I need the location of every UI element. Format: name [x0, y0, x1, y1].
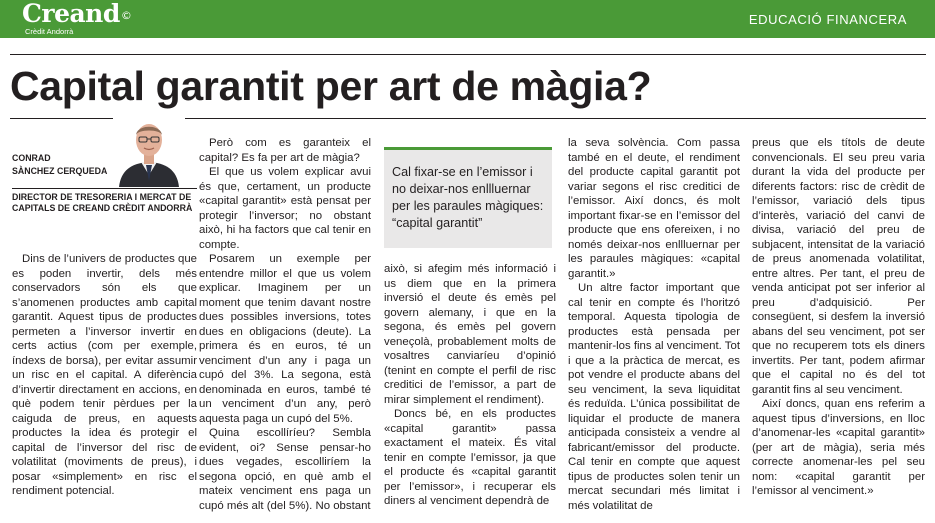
paragraph: Dins de l’univers de productes que es poden invertir, dels més conservadors són els que s’anomenen productes amb capital garantit. Aquest tipus de productes permeten a l’inversor invertir en certs actius (com per exemple, índexs de borsa), per evitar assumir un risc en el capital. A diferència d’invertir directament en accions, en què podem tenir pèrdues per la caiguda de preus, en aquests productes la idea és protegir el capital de l’inversor del risc de volatilitat (moviments de preus), i posar «simplement» en risc el rendiment potencial.: [12, 253, 197, 497]
headline-rule-top: [10, 54, 926, 55]
paragraph: El que us volem explicar avui és que, certament, un producte «capital garantit» està pensat per protegir l’inversor; no obstant això, hi ha factors que cal tenir en compte.: [199, 166, 371, 251]
author-rule: [12, 188, 197, 189]
article-column-4: [568, 136, 740, 513]
article-column-5: [752, 136, 925, 499]
paragraph: la seva solvència. Com passa també en el deute, el rendiment del producte capital garantit pot variar segons el risc creditici de l’emissor. Així doncs, és molt important fixar-se en l’emissor del producte que ens ofereixen, i no només deixar-nos enllluernar per les paraules màgiques: «capital garantit.»: [568, 137, 740, 280]
article-column-1: [12, 252, 197, 499]
paragraph: Però com es garanteix el capital? Es fa per art de màgia?: [199, 137, 371, 164]
pull-quote: Cal fixar-se en l’emissor i no deixar-nos enllluernar per les paraules màgiques: “capital garantit”: [392, 165, 544, 230]
author-role: DIRECTOR DE TRESORERIA I MERCAT DE CAPITALS DE CREAND CRÈDIT ANDORRÀ: [12, 192, 193, 213]
header-bar: [0, 0, 935, 38]
brand-subtitle: Crèdit Andorrà: [25, 27, 74, 36]
article-column-3: [384, 262, 556, 509]
paragraph: Doncs bé, en els productes «capital garantit» passa exactament el mateix. És vital tenir en compte l’emissor, ja que el producte és «capital garantit per l’emissor», i recuperar els diners al venciment dependrà de: [384, 408, 556, 507]
paragraph: preus que els títols de deute convencionals. El seu preu varia durant la vida del producte per diferents factors: risc de crèdit de l’emissor, variació dels tipus d’interès, variació del canvi de divisa, variació del preu de subjacent, intensitat de la variació de preus anomenada volatilitat, entre altres. Per tant, el preu de venda anticipat pot ser inferior al preu d’adquisició. Per consegüent, si desfem la inversió abans del seu venciment, pot ser que no recuperem tots els diners invertits. Per tant, podem afirmar que el capital no és del tot garantit fins al seu venciment.: [752, 137, 925, 396]
section-label: EDUCACIÓ FINANCERA: [748, 12, 907, 27]
paragraph: això, si afegim més informació i us diem que en la primera inversió el deute és emès pel govern alemany, i que en la segona, és emès pel govern veneçolà, probablement molts de vosaltres canviaríeu d’opinió (tenint en compte el perfil de risc creditici de l’emissor, a part de mirar simplement el rendiment).: [384, 263, 556, 406]
paragraph: Posarem un exemple per entendre millor el que us volem explicar. Imaginem per un moment que tenim davant nostre dues possibles inversions, totes dues en obligacions (deute). La primera és en euros, té un venciment d’un any i paga un cupó del 3%. La segona, està denominada en euros, també té un venciment d’un any, però aquesta paga un cupó del 5%.: [199, 253, 371, 425]
article-column-2: [199, 136, 371, 513]
paragraph: Quina escollíríeu? Sembla evident, oi? Sense pensar-ho dues vegades, escolliríem la segona opció, en què amb el mateix venciment ens paga un cupó més alt (del 5%). No obstant: [199, 427, 371, 512]
author-name: CONRAD SÀNCHEZ CERQUEDA: [12, 153, 108, 176]
paragraph: Així doncs, quan ens referim a aquest tipus d’inversions, en lloc d’anomenar-les «capital garantit» (per art de màgia), seria més correcte anomenar-les pel seu nom: «capital garantit per l’emissor al venciment.»: [752, 398, 925, 497]
article-headline: Capital garantit per art de màgia?: [10, 63, 652, 109]
pull-quote-box: [384, 147, 552, 248]
brand-logo: Creand©: [22, 0, 132, 28]
paragraph: Un altre factor important que cal tenir en compte és l’horitzó temporal. Aquesta tipologia de productes està pensada per mantenir-los fins al venciment. Tot i que a la pràctica de mercat, es pot vendre el producte abans del seu venciment, la seva liquiditat és reduïda. L’única possibilitat de liquidar el producte de manera anticipada consisteix a vendre al fabricant/emissor del producte. Cal tenir en compte que aquest tipus de productes solen tenir un mercat secundari més limitat i més volatilitat de: [568, 282, 740, 512]
author-photo: [113, 115, 185, 187]
